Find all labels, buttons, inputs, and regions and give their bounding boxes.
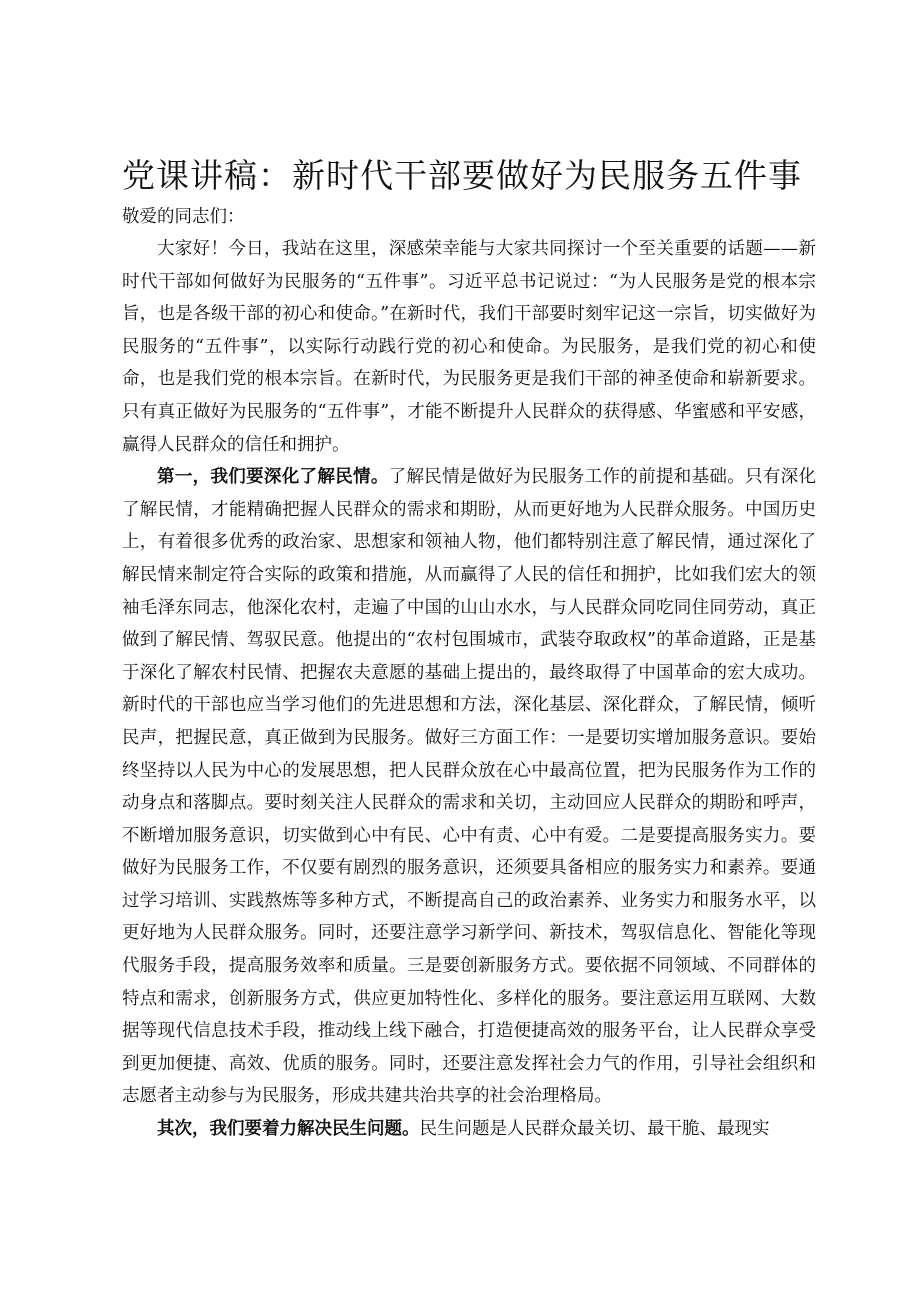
paragraph-text: 大家好！今日，我站在这里，深感荣幸能与大家共同探讨一个至关重要的话题——新时代干部如何做好为民服务的“五件事”。习近平总书记说过：“为人民服务是党的根本宗旨，也是各级干部的初心和使命。”在新时代，我们干部要时刻牢记这一宗旨，切实做好为民服务的“五件事”，以实际行动践行党的初心和使命。为民服务，是我们党的初心和使命，也是我们党的根本宗旨。在新时代，为民服务更是我们干部的神圣使命和崭新要求。只有真正做好为民服务的“五件事”，才能不断提升人民群众的获得感、华蜜感和平安感，赢得人民群众的信任和拥护。 [122,239,816,455]
paragraph-text: 民生问题是人民群众最关切、最干脆、最现实 [419,1119,770,1140]
paragraph-intro [122,233,816,461]
paragraph-lead: 其次，我们要着力解决民生问题。 [157,1119,420,1140]
document-title: 党课讲稿：新时代干部要做好为民服务五件事 [122,156,802,195]
paragraph-first-point [122,461,816,1113]
paragraph-second-point [122,1113,816,1146]
paragraph-lead: 第一，我们要深化了解民情。 [157,467,389,488]
paragraph-text: 了解民情是做好为民服务工作的前提和基础。只有深化了解民情，才能精确把握人民群众的需求和期盼，从而更好地为人民群众服务。中国历史上，有着很多优秀的政治家、思想家和领袖人物，他们都特别注意了解民情，通过深化了解民情来制定符合实际的政策和措施，从而赢得了人民的信任和拥护，比如我们宏大的领袖毛泽东同志，他深化农村，走遍了中国的山山水水，与人民群众同吃同住同劳动，真正做到了解民情、驾驭民意。他提出的“农村包围城市，武装夺取政权”的革命道路，正是基于深化了解农村民情、把握农夫意愿的基础上提出的，最终取得了中国革命的宏大成功。新时代的干部也应当学习他们的先进思想和方法，深化基层、深化群众，了解民情，倾听民声，把握民意，真正做到为民服务。做好三方面工作：一是要切实增加服务意识。要始终坚持以人民为中心的发展思想，把人民群众放在心中最高位置，把为民服务作为工作的动身点和落脚点。要时刻关注人民群众的需求和关切，主动回应人民群众的期盼和呼声，不断增加服务意识，切实做到心中有民、心中有责、心中有爱。二是要提高服务实力。要做好为民服务工作，不仅要有剧烈的服务意识，还须要具备相应的服务实力和素养。要通过学习培训、实践熬炼等多种方式，不断提高自己的政治素养、业务实力和服务水平，以更好地为人民群众服务。同时，还要注意学习新学问、新技术，驾驭信息化、智能化等现代服务手段，提高服务效率和质量。三是要创新服务方式。要依据不同领域、不同群体的特点和需求，创新服务方式，供应更加特性化、多样化的服务。要注意运用互联网、大数据等现代信息技术手段，推动线上线下融合，打造便捷高效的服务平台，让人民群众享受到更加便捷、高效、优质的服务。同时，还要注意发挥社会力气的作用，引导社会组织和志愿者主动参与为民服务，形成共建共治共享的社会治理格局。 [122,467,817,1107]
greeting-line: 敬爱的同志们： [122,207,245,227]
document-page [122,150,816,1146]
